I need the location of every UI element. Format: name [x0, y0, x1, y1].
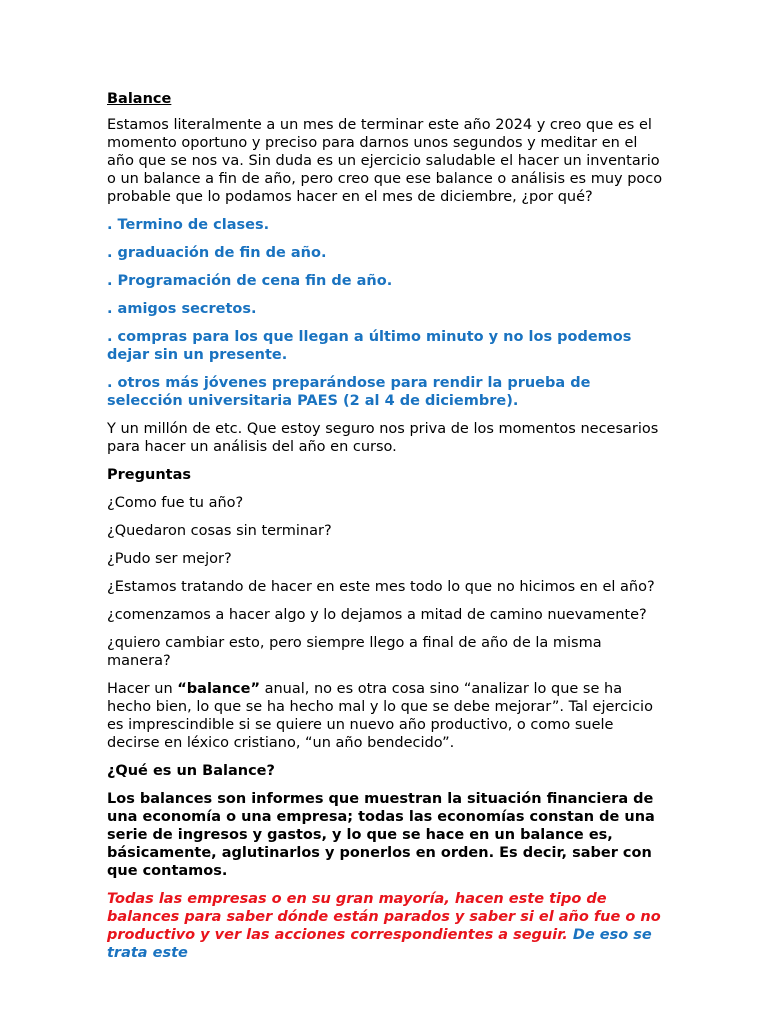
intro-paragraph: Estamos literalmente a un mes de terminar este año 2024 y creo que es el momento oportuno y preciso para darnos unos segundos y meditar en el año que se nos va. Sin duda es un ejercicio saludable el hacer un inventario o un balance a fin de año, pero creo que ese balance o análisis es muy poco probable que lo podamos hacer en el mes de diciembre, ¿por qué? [107, 117, 663, 205]
reason-item: . otros más jóvenes preparándose para rendir la prueba de selección universitaria PAES (2 al 4 de diciembre). [107, 375, 591, 409]
reason-item: . Termino de clases. [107, 217, 270, 233]
reason-item: . graduación de fin de año. [107, 245, 327, 261]
closing-paragraph [107, 890, 667, 962]
balance-paragraph [107, 680, 667, 752]
reason-item: . Programación de cena fin de año. [107, 273, 393, 289]
what-is-balance-heading: ¿Qué es un Balance? [107, 763, 275, 779]
after-reasons-paragraph: Y un millón de etc. Que estoy seguro nos priva de los momentos necesarios para hacer un análisis del año en curso. [107, 421, 659, 455]
question-item: ¿comenzamos a hacer algo y lo dejamos a mitad de camino nuevamente? [107, 607, 647, 623]
closing-red-text: Todas las empresas o en su gran mayoría, hacen este tipo de balances para saber dónde están parados y saber si el año fue o no productivo y ver las acciones correspondientes a seguir. [107, 891, 661, 943]
reason-item: . amigos secretos. [107, 301, 257, 317]
question-item: ¿Estamos tratando de hacer en este mes todo lo que no hicimos en el año? [107, 579, 655, 595]
closing-blue-text: De eso se trata este [107, 927, 652, 961]
document-page [107, 90, 667, 972]
question-item: ¿Quedaron cosas sin terminar? [107, 523, 332, 539]
balance-prefix: Hacer un [107, 681, 178, 697]
question-item: ¿Pudo ser mejor? [107, 551, 232, 567]
question-item: ¿quiero cambiar esto, pero siempre llego a final de año de la misma manera? [107, 635, 602, 669]
document-title: Balance [107, 91, 172, 107]
reason-item: . compras para los que llegan a último minuto y no los podemos dejar sin un presente. [107, 329, 632, 363]
balance-suffix: anual, no es otra cosa sino “analizar lo que se ha hecho bien, lo que se ha hecho mal y lo que se debe mejorar”. Tal ejercicio es imprescindible si se quiere un nuevo año productivo, o como suele decirse en léxico cristiano, “un año bendecido”. [107, 681, 653, 751]
questions-heading: Preguntas [107, 467, 191, 483]
question-item: ¿Como fue tu año? [107, 495, 244, 511]
balance-bold-word: “balance” [177, 681, 260, 697]
definition-paragraph: Los balances son informes que muestran la situación financiera de una economía o una empresa; todas las economías constan de una serie de ingresos y gastos, y lo que se hace en un balance es, básicamente, aglutinarlos y ponerlos en orden. Es decir, saber con que contamos. [107, 791, 655, 879]
